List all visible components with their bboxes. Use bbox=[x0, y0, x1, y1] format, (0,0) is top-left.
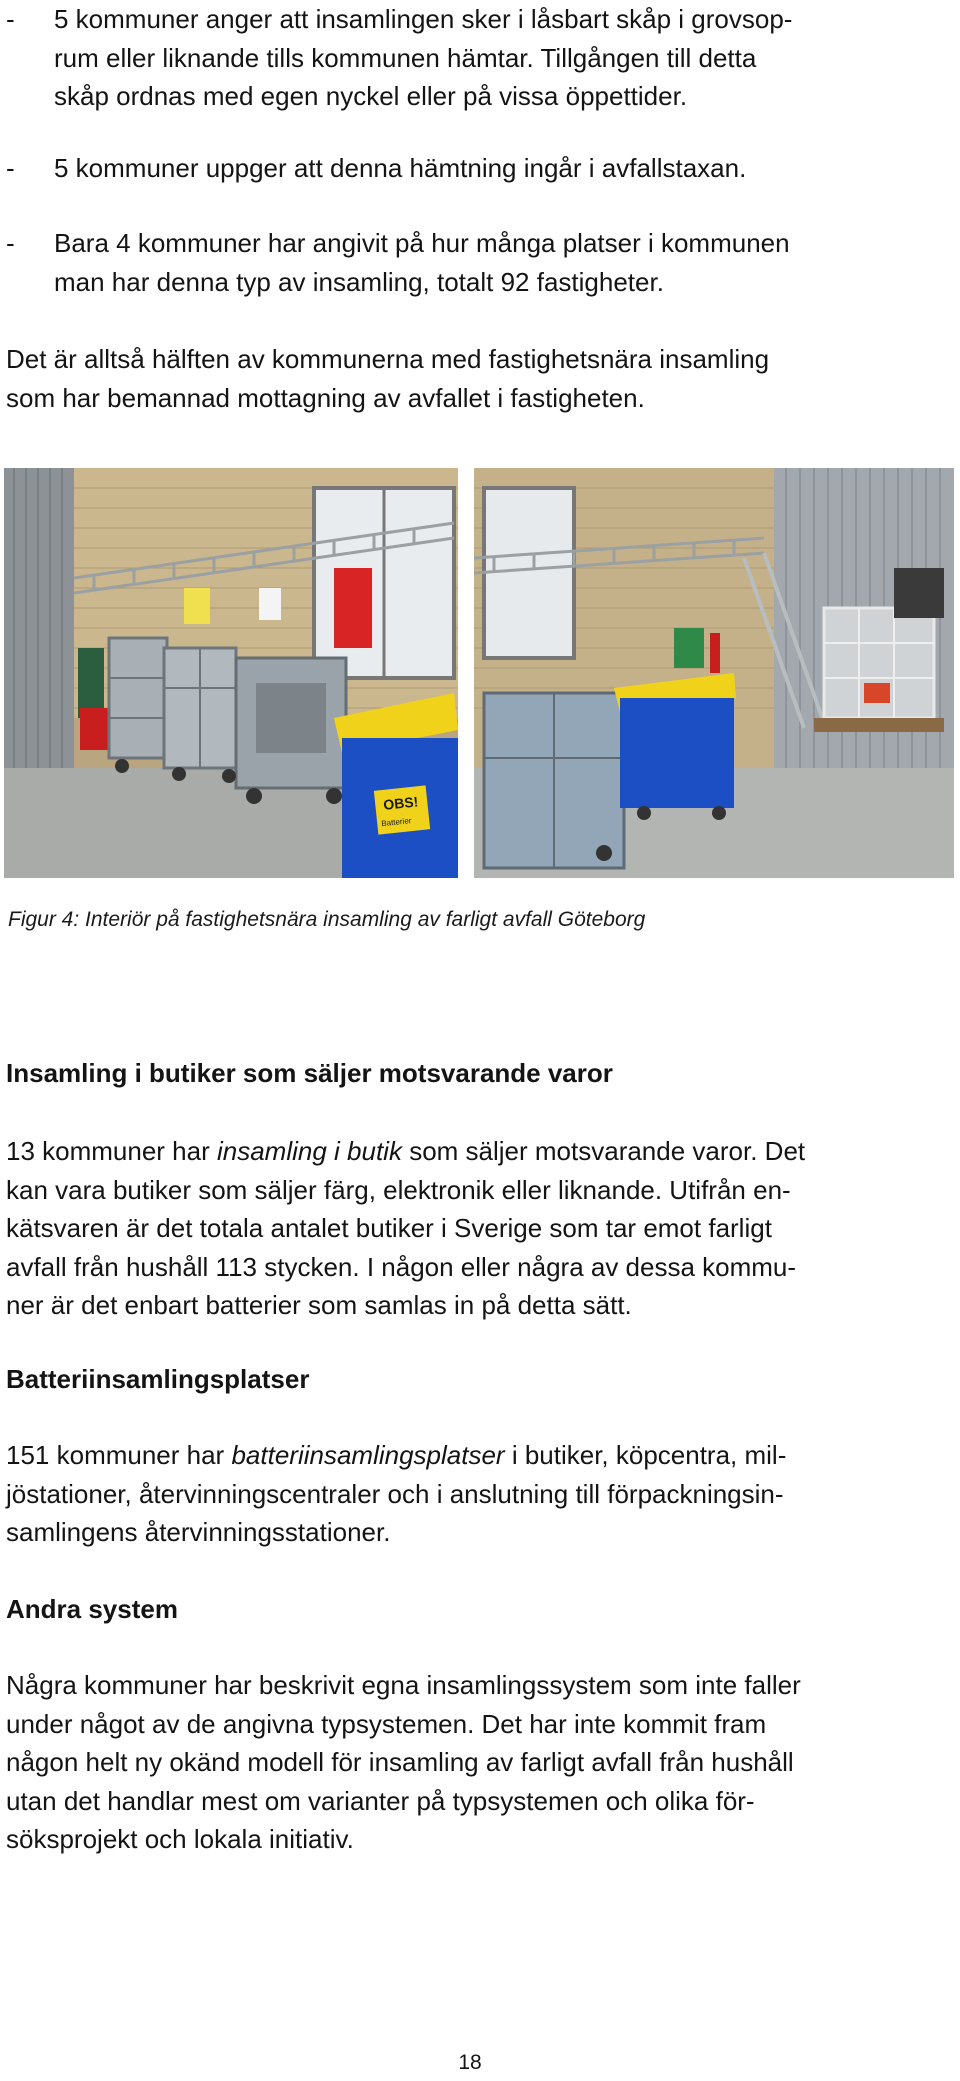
wire-cage bbox=[814, 608, 944, 732]
text-line: Några kommuner har beskrivit egna insamlingssystem som inte faller bbox=[6, 1670, 801, 1700]
figure-photo-right bbox=[474, 468, 954, 878]
text-line: 151 kommuner har batteriinsamlingsplatser i butiker, köpcentra, mil- bbox=[6, 1440, 787, 1470]
blue-battery-bin bbox=[334, 693, 458, 878]
bin-sign-subtext: Batterier bbox=[380, 816, 412, 829]
metal-cage-bin bbox=[109, 638, 167, 758]
bullet-text bbox=[54, 224, 934, 301]
text-line: någon helt ny okänd modell för insamling av farligt avfall från hushåll bbox=[6, 1747, 794, 1777]
figure-photo-left bbox=[4, 468, 458, 878]
section-paragraph bbox=[6, 1436, 936, 1552]
bullet-text bbox=[54, 0, 934, 116]
metal-cage-bin bbox=[164, 648, 236, 768]
text-line: kätsvaren är det totala antalet butiker i Sverige som tar emot farligt bbox=[6, 1213, 772, 1243]
text-line: man har denna typ av insamling, totalt 92 fastigheter. bbox=[54, 266, 664, 297]
figure-caption: Figur 4: Interiör på fastighetsnära insamling av farligt avfall Göteborg bbox=[8, 908, 646, 931]
text-line: 5 kommuner uppger att denna hämtning ingår i avfallstaxan. bbox=[54, 153, 747, 183]
text-line: Det är alltså hälften av kommunerna med fastighetsnära insamling bbox=[6, 344, 770, 374]
text-line: 13 kommuner har insamling i butik som säljer motsvarande varor. Det bbox=[6, 1136, 806, 1166]
text-line: ner är det enbart batterier som samlas in på detta sätt. bbox=[6, 1290, 632, 1320]
text-line: skåp ordnas med egen nyckel eller på vissa öppettider. bbox=[54, 81, 688, 111]
text-line: under något av de angivna typsystemen. Det har inte kommit fram bbox=[6, 1708, 767, 1739]
text-line: kan vara butiker som säljer färg, elektronik eller liknande. Utifrån en- bbox=[6, 1174, 791, 1205]
emphasis: batteriinsamlingsplatser bbox=[231, 1440, 505, 1470]
text-line: utan det handlar mest om varianter på typsystemen och olika för- bbox=[6, 1785, 755, 1816]
metal-cage-bin bbox=[484, 693, 624, 868]
text-line: som har bemannad mottagning av avfallet i fastigheten. bbox=[6, 382, 645, 413]
text-line: Bara 4 kommuner har angivit på hur många platser i kommunen bbox=[54, 228, 790, 258]
text-line: söksprojekt och lokala initiativ. bbox=[6, 1824, 354, 1854]
metal-cage-bin bbox=[236, 658, 346, 788]
section-heading: Andra system bbox=[6, 1594, 178, 1624]
section-heading: Batteriinsamlingsplatser bbox=[6, 1364, 310, 1394]
summary-paragraph bbox=[6, 340, 936, 417]
storage-room-photo-left bbox=[4, 468, 458, 878]
blue-battery-bin bbox=[614, 673, 736, 820]
bullet-text bbox=[54, 149, 934, 188]
bullet-dash: - bbox=[6, 153, 15, 183]
storage-room-photo-right bbox=[474, 468, 954, 878]
bin-sign-text: OBS! bbox=[382, 793, 420, 813]
section-paragraph bbox=[6, 1132, 936, 1325]
text-line: 5 kommuner anger att insamlingen sker i låsbart skåp i grovsop- bbox=[54, 4, 793, 34]
text-line: rum eller liknande tills kommunen hämtar. Tillgången till detta bbox=[54, 42, 757, 73]
bullet-dash: - bbox=[6, 4, 15, 34]
page-number: 18 bbox=[458, 2051, 482, 2074]
text-line: jöstationer, återvinningscentraler och i anslutning till förpackningsin- bbox=[6, 1478, 784, 1509]
text-line: samlingens återvinningsstationer. bbox=[6, 1517, 391, 1547]
text-line: avfall från hushåll 113 stycken. I någon eller några av dessa kommu- bbox=[6, 1251, 797, 1282]
section-paragraph bbox=[6, 1666, 936, 1859]
section-heading: Insamling i butiker som säljer motsvarande varor bbox=[6, 1058, 613, 1088]
bullet-dash: - bbox=[6, 228, 15, 258]
emphasis: insamling i butik bbox=[216, 1136, 402, 1166]
bullet-item bbox=[6, 0, 936, 116]
